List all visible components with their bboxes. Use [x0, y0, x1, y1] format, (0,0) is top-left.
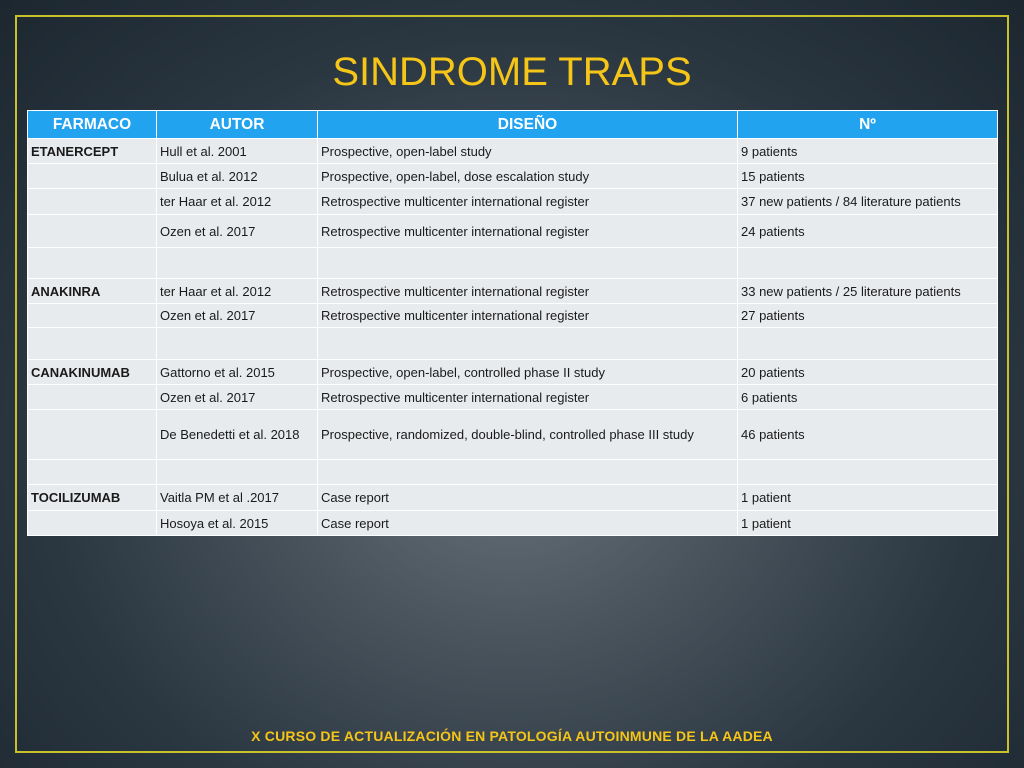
- table-row: [28, 279, 998, 304]
- table-row-empty: [28, 248, 998, 279]
- table-row: [28, 485, 998, 511]
- cell-farmaco: [28, 304, 157, 328]
- cell-farmaco: [28, 189, 157, 215]
- cell-n: 1 patient: [738, 485, 998, 511]
- header-farmaco: FARMACO: [28, 111, 157, 139]
- cell-farmaco: TOCILIZUMAB: [28, 485, 157, 511]
- cell-farmaco: CANAKINUMAB: [28, 360, 157, 385]
- cell-n: 1 patient: [738, 511, 998, 536]
- cell-farmaco: ETANERCEPT: [28, 139, 157, 164]
- cell-n: 6 patients: [738, 385, 998, 410]
- cell-diseno: [318, 460, 738, 485]
- header-n: Nº: [738, 111, 998, 139]
- cell-farmaco: [28, 410, 157, 460]
- slide-title: SINDROME TRAPS: [332, 50, 692, 94]
- cell-autor: [157, 248, 318, 279]
- cell-farmaco: [28, 215, 157, 248]
- cell-diseno: Retrospective multicenter international register: [318, 189, 738, 215]
- cell-diseno: [318, 328, 738, 360]
- cell-autor: Ozen et al. 2017: [157, 304, 318, 328]
- cell-autor: Vaitla PM et al .2017: [157, 485, 318, 511]
- cell-n: 46 patients: [738, 410, 998, 460]
- cell-farmaco: [28, 511, 157, 536]
- cell-autor: De Benedetti et al. 2018: [157, 410, 318, 460]
- cell-autor: Ozen et al. 2017: [157, 385, 318, 410]
- cell-n: 37 new patients / 84 literature patients: [738, 189, 998, 215]
- cell-farmaco: [28, 164, 157, 189]
- cell-autor: Ozen et al. 2017: [157, 215, 318, 248]
- cell-diseno: Prospective, open-label study: [318, 139, 738, 164]
- cell-farmaco: [28, 248, 157, 279]
- cell-diseno: Retrospective multicenter international register: [318, 215, 738, 248]
- cell-autor: [157, 328, 318, 360]
- cell-farmaco: [28, 385, 157, 410]
- cell-diseno: Case report: [318, 511, 738, 536]
- cell-diseno: Retrospective multicenter international register: [318, 304, 738, 328]
- table-row: [28, 410, 998, 460]
- cell-diseno: Prospective, randomized, double-blind, controlled phase III study: [318, 410, 738, 460]
- cell-autor: ter Haar et al. 2012: [157, 279, 318, 304]
- cell-n: 24 patients: [738, 215, 998, 248]
- table-row: [28, 511, 998, 536]
- cell-autor: ter Haar et al. 2012: [157, 189, 318, 215]
- cell-n: [738, 328, 998, 360]
- cell-n: 20 patients: [738, 360, 998, 385]
- cell-n: 15 patients: [738, 164, 998, 189]
- cell-farmaco: ANAKINRA: [28, 279, 157, 304]
- table-row: [28, 385, 998, 410]
- table-header-row: [28, 111, 998, 139]
- cell-n: 33 new patients / 25 literature patients: [738, 279, 998, 304]
- cell-farmaco: [28, 460, 157, 485]
- studies-table: [27, 110, 998, 536]
- cell-n: 9 patients: [738, 139, 998, 164]
- cell-autor: Hull et al. 2001: [157, 139, 318, 164]
- cell-autor: [157, 460, 318, 485]
- table-row: [28, 360, 998, 385]
- cell-autor: Hosoya et al. 2015: [157, 511, 318, 536]
- table-row-empty: [28, 460, 998, 485]
- cell-diseno: [318, 248, 738, 279]
- cell-diseno: Case report: [318, 485, 738, 511]
- table-row: [28, 139, 998, 164]
- cell-diseno: Retrospective multicenter international register: [318, 385, 738, 410]
- cell-autor: Bulua et al. 2012: [157, 164, 318, 189]
- slide-footer: X CURSO DE ACTUALIZACIÓN EN PATOLOGÍA AUTOINMUNE DE LA AADEA: [251, 728, 773, 744]
- table-row: [28, 164, 998, 189]
- header-diseno: DISEÑO: [318, 111, 738, 139]
- cell-autor: Gattorno et al. 2015: [157, 360, 318, 385]
- cell-farmaco: [28, 328, 157, 360]
- cell-diseno: Prospective, open-label, dose escalation study: [318, 164, 738, 189]
- header-autor: AUTOR: [157, 111, 318, 139]
- table-row: [28, 304, 998, 328]
- cell-diseno: Prospective, open-label, controlled phase II study: [318, 360, 738, 385]
- cell-n: [738, 248, 998, 279]
- cell-diseno: Retrospective multicenter international register: [318, 279, 738, 304]
- table-row: [28, 215, 998, 248]
- cell-n: 27 patients: [738, 304, 998, 328]
- cell-n: [738, 460, 998, 485]
- table-row-empty: [28, 328, 998, 360]
- table-row: [28, 189, 998, 215]
